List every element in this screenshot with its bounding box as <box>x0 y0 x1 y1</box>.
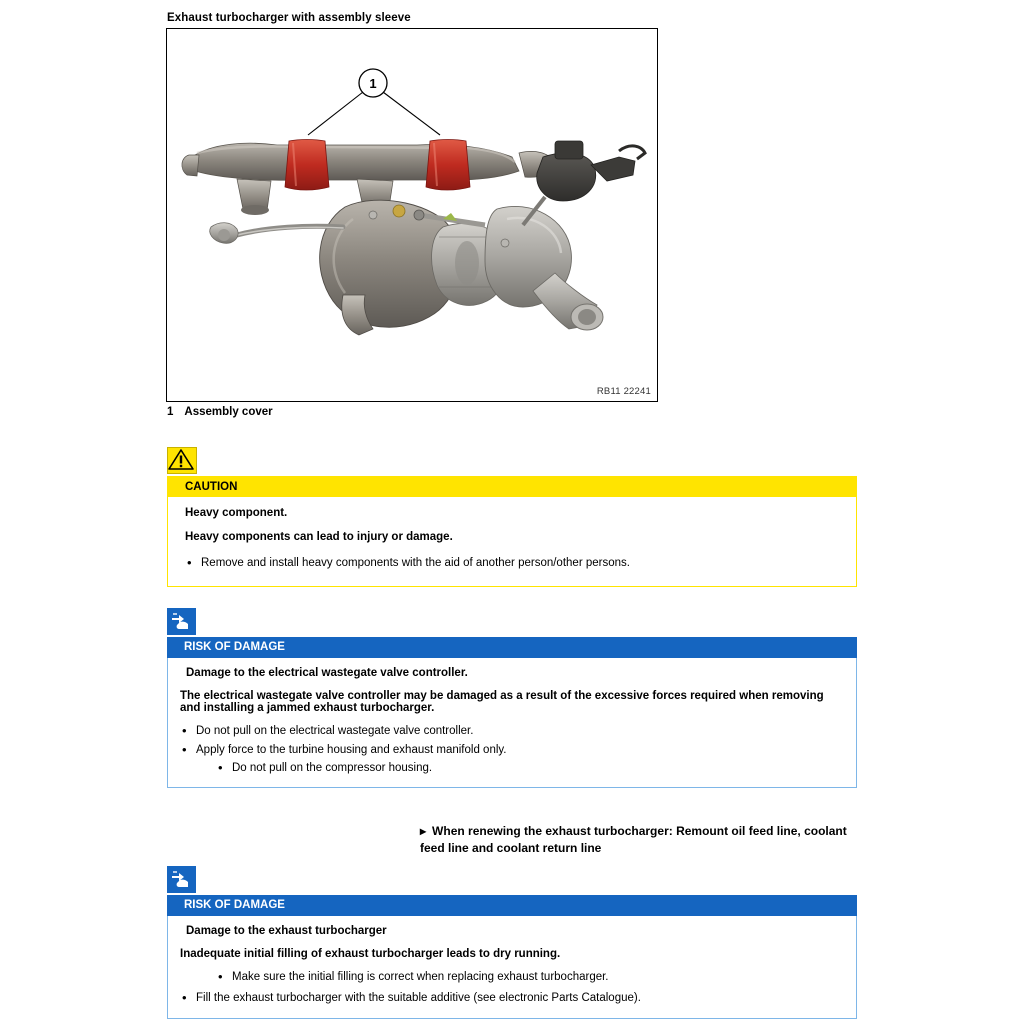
risk-sub-bullet-list <box>180 760 842 777</box>
caution-header: CAUTION <box>167 476 857 497</box>
risk-line-1: Damage to the exhaust turbocharger <box>186 925 387 937</box>
risk-header: RISK OF DAMAGE <box>167 637 857 658</box>
procedure-step <box>420 823 860 858</box>
list-item: • Do not pull on the compressor housing. <box>218 760 842 777</box>
warning-triangle-icon <box>167 447 197 474</box>
figure-title: Exhaust turbocharger with assembly sleeve <box>167 12 411 24</box>
risk-bullet-list <box>180 990 842 1007</box>
caution-bullet-list <box>185 555 842 572</box>
pointing-hand-icon <box>167 866 196 893</box>
figure-legend <box>167 406 273 418</box>
figure-image-code: RB11 22241 <box>596 386 651 397</box>
risk-line-1: Damage to the electrical wastegate valve controller. <box>186 667 468 679</box>
list-item: • Apply force to the turbine housing and exhaust manifold only. <box>180 742 842 759</box>
risk-bullet-list <box>180 723 842 758</box>
figure-image-frame <box>166 28 658 402</box>
risk-header: RISK OF DAMAGE <box>167 895 857 916</box>
risk-body <box>167 916 857 1019</box>
list-item: • Remove and install heavy components with the aid of another person/other persons. <box>185 555 842 572</box>
step-arrow-icon: ▸ <box>420 824 427 838</box>
risk-line-2: The electrical wastegate valve controller may be damaged as a result of the excessive forces required when removing and installing a jammed exhaust turbocharger. <box>180 690 824 714</box>
caution-block <box>167 476 857 587</box>
caution-line-2: Heavy components can lead to injury or damage. <box>185 531 453 543</box>
risk-line-2: Inadequate initial filling of exhaust turbocharger leads to dry running. <box>180 948 561 960</box>
svg-text:1: 1 <box>369 76 377 91</box>
risk-body <box>167 658 857 788</box>
list-item: • Do not pull on the electrical wastegate valve controller. <box>180 723 842 740</box>
step-text: When renewing the exhaust turbocharger: Remount oil feed line, coolant feed line and coolant return line <box>420 824 847 856</box>
caution-body <box>167 497 857 587</box>
risk-of-damage-block-1 <box>167 637 857 788</box>
legend-label: Assembly cover <box>184 406 273 418</box>
risk-of-damage-block-2 <box>167 895 857 1019</box>
caution-line-1: Heavy component. <box>185 507 288 519</box>
risk-sub-bullet-list <box>180 969 842 986</box>
legend-number: 1 <box>167 406 174 418</box>
list-item: • Make sure the initial filling is correct when replacing exhaust turbocharger. <box>218 969 842 986</box>
pointing-hand-icon <box>167 608 196 635</box>
list-item: • Fill the exhaust turbocharger with the suitable additive (see electronic Parts Catalogue). <box>180 990 842 1007</box>
turbocharger-illustration <box>167 29 655 399</box>
